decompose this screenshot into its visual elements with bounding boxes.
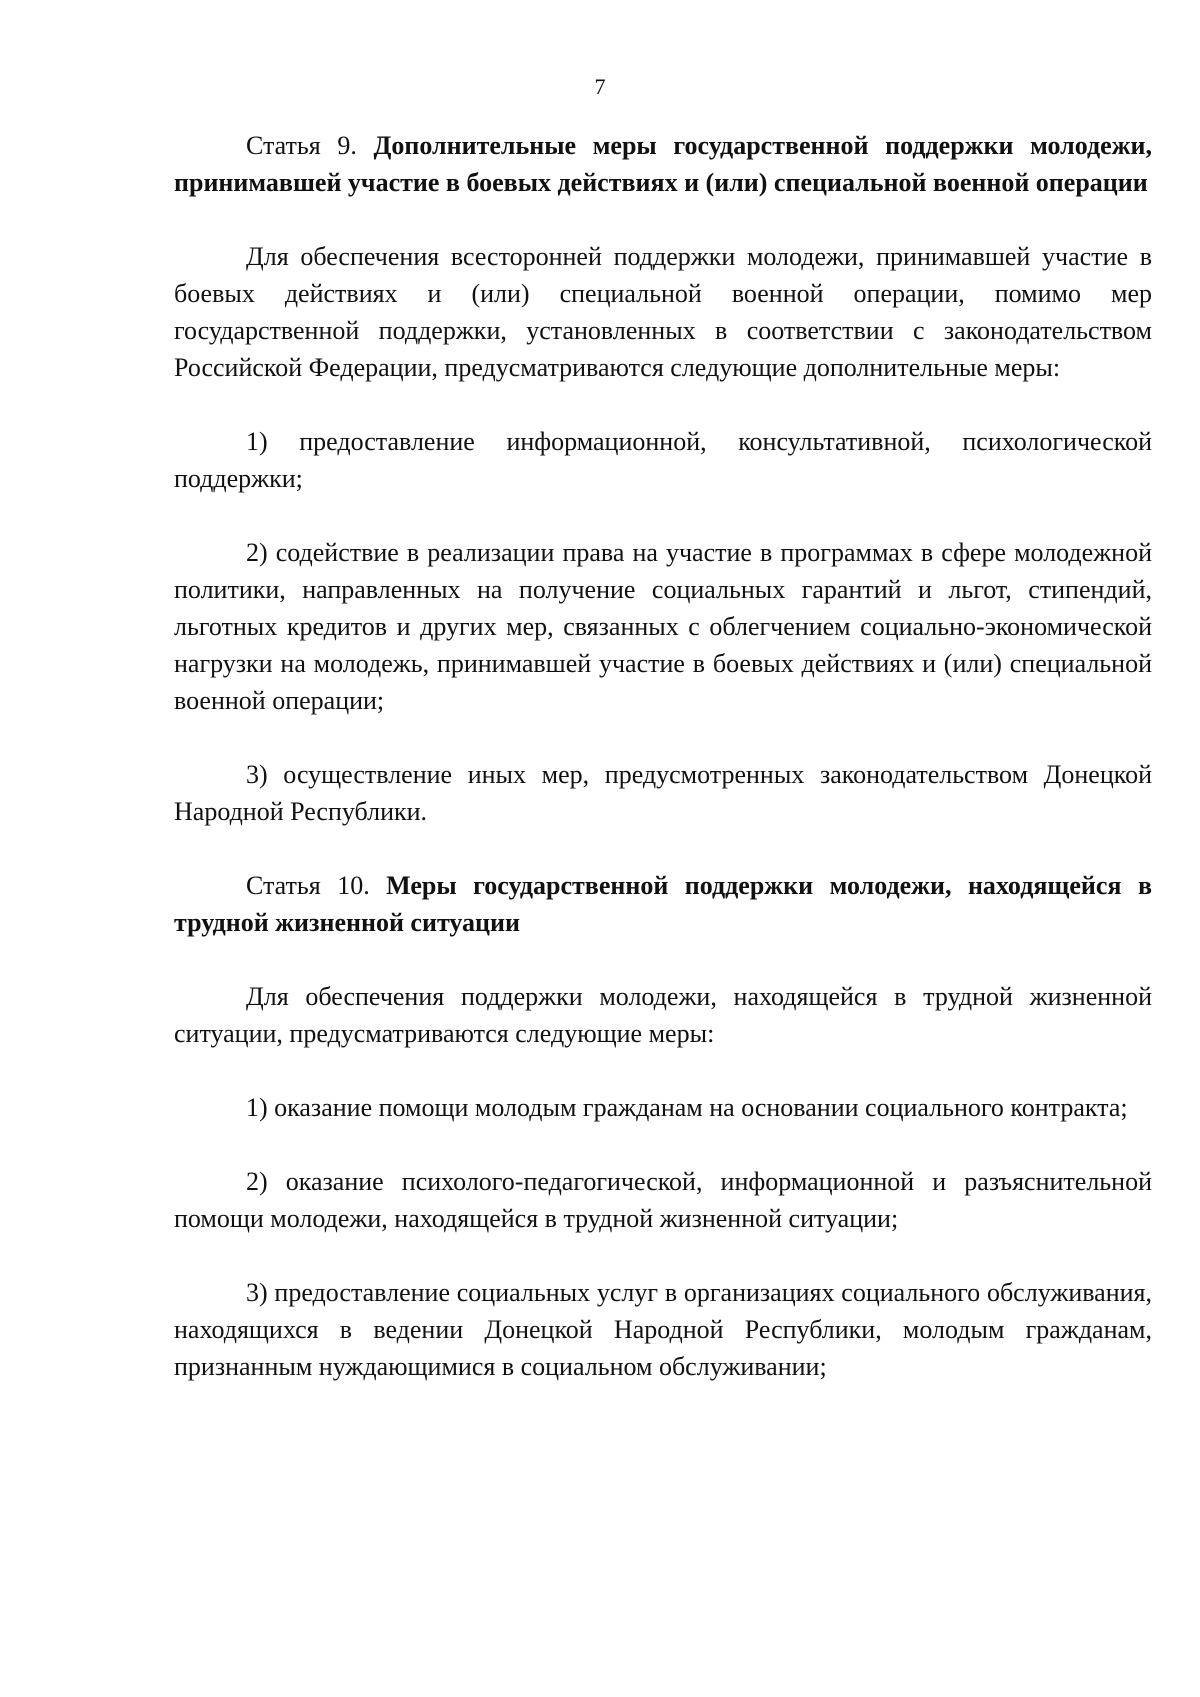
article-9-intro: Для обеспечения всесторонней поддержки молодежи, принимавшей участие в боевых действиях и (или) специальной военной операции, помимо мер государственной поддержки, установленных в соответствии с законодательством Российской Федерации, предусматриваются следующие дополнительные меры: — [174, 242, 1152, 382]
document-body — [174, 127, 1152, 1385]
article-10-heading — [174, 867, 1152, 941]
article-9-item-3: 3) осуществление иных мер, предусмотренных законодательством Донецкой Народной Республики. — [174, 760, 1152, 826]
article-9-title: Дополнительные меры государственной поддержки молодежи, принимавшей участие в боевых действиях и (или) специальной военной операции — [174, 131, 1153, 197]
article-9-heading — [174, 127, 1152, 201]
article-10-title: Меры государственной поддержки молодежи, находящейся в трудной жизненной ситуации — [174, 871, 1152, 937]
article-10-intro: Для обеспечения поддержки молодежи, находящейся в трудной жизненной ситуации, предусматриваются следующие меры: — [174, 982, 1152, 1048]
article-10-item-1: 1) оказание помощи молодым гражданам на основании социального контракта; — [246, 1093, 1128, 1122]
article-9-item-2: 2) содействие в реализации права на участие в программах в сфере молодежной политики, направленных на получение социальных гарантий и льгот, стипендий, льготных кредитов и других мер, связанных с облегчением социально-экономической нагрузки на молодежь, принимавшей участие в боевых действиях и (или) специальной военной операции; — [174, 538, 1152, 715]
page-number: 7 — [594, 74, 606, 99]
article-9-label: Статья 9. — [246, 131, 357, 160]
article-10-label: Статья 10. — [246, 871, 370, 900]
article-10-item-3: 3) предоставление социальных услуг в организациях социального обслуживания, находящихся в ведении Донецкой Народной Республики, молодым гражданам, признанным нуждающимися в социальном обслуживании; — [174, 1278, 1152, 1381]
article-10-item-2: 2) оказание психолого-педагогической, информационной и разъяснительной помощи молодежи, находящейся в трудной жизненной ситуации; — [174, 1167, 1152, 1233]
article-9-item-1: 1) предоставление информационной, консультативной, психологической поддержки; — [174, 427, 1152, 493]
